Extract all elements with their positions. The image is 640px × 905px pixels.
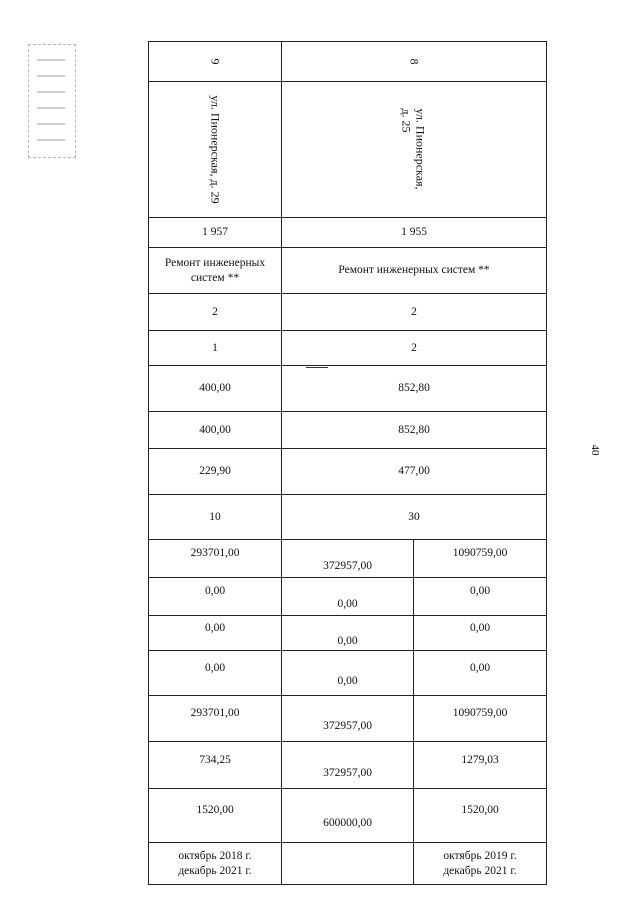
table-row [149, 789, 547, 843]
table-row [149, 651, 547, 696]
money-cell: 372957,00 [282, 540, 414, 578]
address-cell: ул. Пионерская, д. 25 [282, 82, 547, 218]
money-cell: 0,00 [414, 616, 547, 651]
money-cell: 1279,03 [414, 742, 547, 789]
address-cell: ул. Пионерская, д. 29 [149, 82, 282, 218]
table-row [149, 616, 547, 651]
table-row [149, 82, 547, 218]
value-cell: 30 [282, 495, 547, 540]
money-cell: 0,00 [282, 651, 414, 696]
table-row [149, 218, 547, 248]
table-row [149, 843, 547, 885]
table-row [149, 742, 547, 789]
table-row [149, 294, 547, 331]
money-cell: 372957,00 [282, 696, 414, 742]
money-cell: 1090759,00 [414, 540, 547, 578]
work-type-cell: Ремонт инженерных систем ** [149, 248, 282, 294]
money-cell: 293701,00 [149, 540, 282, 578]
period-cell [282, 843, 414, 885]
table-row [149, 696, 547, 742]
money-cell: 1520,00 [414, 789, 547, 843]
table-row [149, 578, 547, 616]
page-number: 40 [589, 444, 601, 456]
value-cell: 2 [282, 331, 547, 366]
money-cell: 0,00 [149, 578, 282, 616]
money-cell: 734,25 [149, 742, 282, 789]
money-cell: 1520,00 [149, 789, 282, 843]
period-cell: октябрь 2019 г. декабрь 2021 г. [414, 843, 547, 885]
year-cell: 1 955 [282, 218, 547, 248]
money-cell: 0,00 [282, 578, 414, 616]
money-cell: 0,00 [282, 616, 414, 651]
money-cell: 1090759,00 [414, 696, 547, 742]
money-cell: 600000,00 [282, 789, 414, 843]
col-number-cell: 9 [149, 42, 282, 82]
money-cell: 0,00 [149, 616, 282, 651]
table-row [149, 248, 547, 294]
table-row [149, 449, 547, 495]
value-cell: 2 [149, 294, 282, 331]
table-row [149, 42, 547, 82]
table-row [149, 331, 547, 366]
value-cell: 852,80 [282, 412, 547, 449]
year-cell: 1 957 [149, 218, 282, 248]
value-cell: 229,90 [149, 449, 282, 495]
table-row [149, 495, 547, 540]
work-type-cell: Ремонт инженерных систем ** [282, 248, 547, 294]
repair-schedule-table [148, 41, 547, 885]
table-row [149, 412, 547, 449]
value-cell: 477,00 [282, 449, 547, 495]
money-cell: 372957,00 [282, 742, 414, 789]
money-cell: 293701,00 [149, 696, 282, 742]
value-cell: 400,00 [149, 366, 282, 412]
value-cell: 400,00 [149, 412, 282, 449]
money-cell: 0,00 [414, 578, 547, 616]
money-cell: 0,00 [414, 651, 547, 696]
value-cell: 852,80 [282, 366, 547, 412]
value-cell: 10 [149, 495, 282, 540]
period-cell: октябрь 2018 г. декабрь 2021 г. [149, 843, 282, 885]
table-row [149, 366, 547, 412]
money-cell: 0,00 [149, 651, 282, 696]
value-cell: 2 [282, 294, 547, 331]
faded-stamp [28, 44, 76, 158]
col-number-cell: 8 [282, 42, 547, 82]
value-cell: 1 [149, 331, 282, 366]
table-row [149, 540, 547, 578]
